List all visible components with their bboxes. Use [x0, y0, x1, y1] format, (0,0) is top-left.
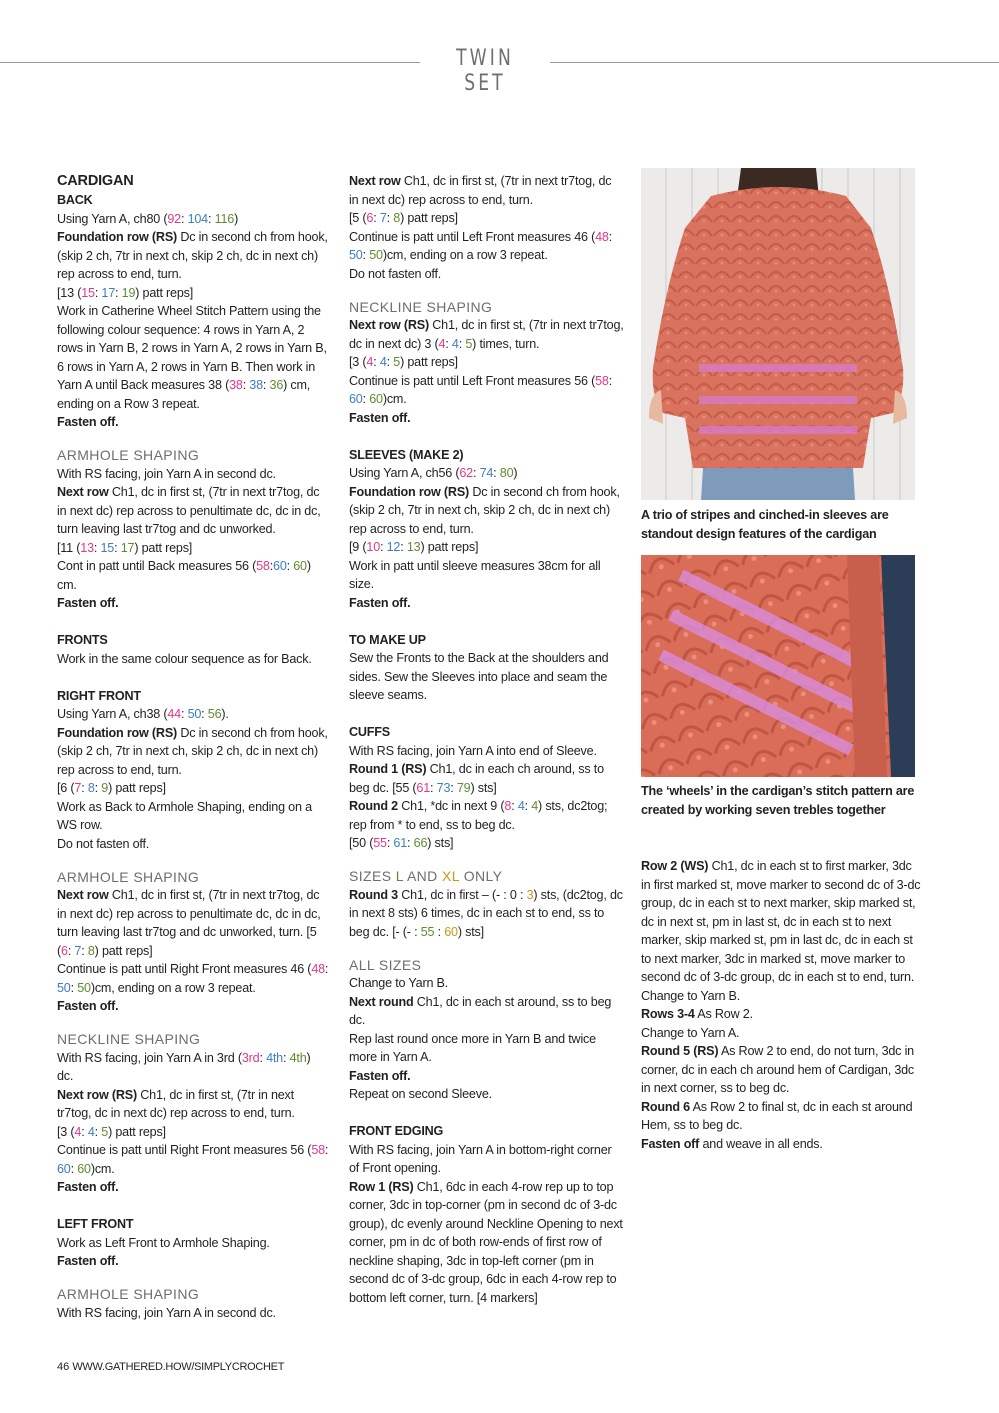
back-fasten-off: Fasten off. — [57, 415, 119, 429]
edging-rows-3-4: Rows 3-4 As Row 2. — [641, 1007, 753, 1021]
rf-neck-reps: [3 (4: 4: 5) patt reps] — [57, 1124, 166, 1139]
sleeves-reps: [9 (10: 12: 13) patt reps] — [349, 540, 479, 554]
photo-caption-1: A trio of stripes and cinched-in sleeves are standout design features of the cardigan — [641, 508, 889, 541]
heading-back: BACK — [57, 193, 93, 207]
all-repeat-round: Rep last round once more in Yarn B and twice more in Yarn A. — [349, 1031, 596, 1064]
heading-right-front: RIGHT FRONT — [57, 688, 141, 703]
heading-cardigan: CARDIGAN — [57, 173, 134, 189]
all-change-yarn: Change to Yarn B. — [349, 976, 449, 990]
back-start: Using Yarn A, ch80 (92: 104: 116) — [57, 211, 239, 226]
front-edging-row-1: Row 1 (RS) Ch1, 6dc in each 4-row rep up to top corner, 3dc in top-corner (pm in second dc of 3-dc group), dc evenly around Neckline Opening to next corner, pm in dc of both row-ends of first row of neckline shaping, 3dc in top-left corner (pm in second dc of 3-dc group, 6dc in each 4-row rep to bottom left corner, turn. [4 markers] — [349, 1179, 623, 1305]
rf-armhole-next: Next row Ch1, dc in first st, (7tr in next tr7tog, dc in next dc) rep across to penultimate dc, dc in dc, turn leaving last tr7tog and dc unworked, turn. [5 (6: 7: 8) patt reps] — [57, 888, 321, 958]
heading-all-sizes: ALL SIZES — [349, 956, 422, 973]
photo-caption-2: The ‘wheels’ in the cardigan’s stitch pattern are created by working seven trebles together — [641, 784, 915, 817]
heading-to-make-up: TO MAKE UP — [349, 632, 426, 647]
footer-url[interactable]: WWW.GATHERED.HOW/SIMPLYCROCHET — [72, 1361, 285, 1373]
cuffs-round-1: Round 1 (RS) Ch1, dc in each ch around, ss to beg dc. [55 (61: 73: 79) sts] — [349, 762, 604, 795]
front-edging-join: With RS facing, join Yarn A in bottom-right corner of Front opening. — [349, 1142, 612, 1175]
lf-neck-next: Next row (RS) Ch1, dc in first st, (7tr in next tr7tog, dc in next dc) 3 (4: 4: 5) times, turn. — [349, 318, 624, 351]
heading-cuffs: CUFFS — [349, 725, 390, 739]
page-number: 46 — [57, 1361, 70, 1373]
header-rule-left — [0, 62, 420, 63]
armhole-next-row: Next row Ch1, dc in first st, (7tr in next tr7tog, dc in next dc) rep across to penultimate dc, dc in dc, turn leaving last tr7tog and dc unworked. — [57, 485, 321, 536]
armhole-continue: Cont in patt until Back measures 56 (58:60: 60) cm. — [57, 559, 311, 592]
cuffs-round-3: Round 3 Ch1, dc in first – (- : 0 : 3) sts, (dc2tog, dc in next 8 sts) 6 times, dc in each st to end, ss to beg dc. [- (- : 55 : 60) sts] — [349, 887, 623, 939]
heading-sizes-l-xl: SIZES L AND XL ONLY — [349, 868, 503, 884]
rf-armhole-continue: Continue is patt until Right Front measures 46 (48: 50: 50)cm, ending on a row 3 repeat. — [57, 962, 329, 995]
lf-reps: [5 (6: 7: 8) patt reps] — [349, 211, 458, 225]
rf-neck-fasten-off: Fasten off. — [57, 1180, 119, 1194]
back-colour-sequence: Work in Catherine Wheel Stitch Pattern using the following colour sequence: 4 rows in Yarn A, 2 rows in Yarn B, 2 rows in Yarn A, 2 rows in Yarn B, 6 rows in Yarn A, 2 rows in Yarn B. Then work in Yarn A until Back measures 38 (38: 38: 36) cm, ending on a Row 3 repeat. — [57, 304, 327, 411]
stitch-detail-illustration — [641, 555, 915, 777]
sleeves-start: Using Yarn A, ch56 (62: 74: 80) — [349, 466, 518, 480]
all-repeat-sleeve: Repeat on second Sleeve. — [349, 1087, 492, 1101]
sleeves-foundation: Foundation row (RS) Dc in second ch from hook, (skip 2 ch, 7tr in next ch, skip 2 ch, dc in next ch) rep across to end, turn. — [349, 484, 620, 536]
heading-left-front: LEFT FRONT — [57, 1217, 134, 1231]
cardigan-back-photo — [641, 168, 915, 500]
all-next-round: Next round Ch1, dc in each st around, ss to beg dc. — [349, 994, 612, 1027]
lf-armhole-join: With RS facing, join Yarn A in second dc. — [57, 1305, 276, 1320]
armhole-join: With RS facing, join Yarn A in second dc. — [57, 466, 276, 481]
left-front-text: Work as Left Front to Armhole Shaping. — [57, 1235, 270, 1250]
right-front-foundation: Foundation row (RS) Dc in second ch from hook, (skip 2 ch, 7tr in next ch, skip 2 ch, dc in next ch) rep across to end, turn. — [57, 725, 328, 777]
heading-front-edging: FRONT EDGING — [349, 1124, 444, 1138]
heading-neckline-shaping-lf: NECKLINE SHAPING — [349, 298, 493, 315]
heading-fronts: FRONTS — [57, 633, 108, 647]
heading-armhole-shaping-rf: ARMHOLE SHAPING — [57, 868, 200, 885]
sleeves-fasten-off: Fasten off. — [349, 595, 411, 610]
right-front-dont-fasten: Do not fasten off. — [57, 836, 150, 851]
lf-neck-reps: [3 (4: 4: 5) patt reps] — [349, 355, 458, 369]
left-front-fasten-off: Fasten off. — [57, 1254, 119, 1268]
rf-neck-join: With RS facing, join Yarn A in 3rd (3rd: 4th: 4th) dc. — [57, 1050, 311, 1083]
page-footer — [57, 1361, 284, 1373]
edging-change-a: Change to Yarn A. — [641, 1025, 740, 1040]
section-title: TWIN SET — [456, 46, 514, 96]
cardigan-back-illustration — [641, 168, 915, 500]
column-2 — [349, 172, 624, 1307]
all-fasten-off: Fasten off. — [349, 1068, 411, 1083]
armhole-reps: [11 (13: 15: 17) patt reps] — [57, 540, 193, 555]
column-3 — [641, 857, 921, 1153]
edging-fasten-off: Fasten off and weave in all ends. — [641, 1136, 823, 1151]
heading-sleeves: SLEEVES (MAKE 2) — [349, 447, 464, 462]
rf-neck-next: Next row (RS) Ch1, dc in first st, (7tr in next tr7tog, dc in next dc) rep across to end, turn. — [57, 1087, 295, 1120]
edging-row-2: Row 2 (WS) Ch1, dc in each st to first marker, 3dc in first marked st, move marker to second dc of 3-dc group, dc in each st to next marker, skip marked st, dc in next st, pm in last st, dc in each st to next marker, skip marked st, pm in last dc, dc in each st to next marker, 3dc in marked st, move marker to second dc of 3-dc group, dc in each st to end, turn. — [641, 859, 921, 984]
lf-neck-fasten-off: Fasten off. — [349, 410, 411, 425]
edging-round-6: Round 6 As Row 2 to final st, dc in each st around Hem, ss to beg dc. — [641, 1099, 913, 1132]
right-front-reps: [6 (7: 8: 9) patt reps] — [57, 781, 166, 795]
cuffs-round-2: Round 2 Ch1, *dc in next 9 (8: 4: 4) sts, dc2tog; rep from * to end, ss to beg dc. — [349, 799, 608, 832]
right-front-work: Work as Back to Armhole Shaping, ending on a WS row. — [57, 799, 312, 832]
back-reps: [13 (15: 17: 19) patt reps] — [57, 285, 194, 300]
stitch-detail-photo — [641, 555, 915, 777]
heading-neckline-shaping-rf: NECKLINE SHAPING — [57, 1031, 201, 1047]
edging-change-b: Change to Yarn B. — [641, 988, 741, 1003]
lf-neck-continue: Continue is patt until Left Front measures 56 (58: 60: 60)cm. — [349, 373, 613, 406]
fronts-text: Work in the same colour sequence as for Back. — [57, 651, 312, 666]
make-up-text: Sew the Fronts to the Back at the shoulders and sides. Sew the Sleeves into place and seam the sleeve seams. — [349, 651, 609, 702]
cuffs-join: With RS facing, join Yarn A into end of Sleeve. — [349, 743, 597, 758]
rf-armhole-fasten-off: Fasten off. — [57, 999, 119, 1013]
armhole-fasten-off: Fasten off. — [57, 596, 119, 610]
column-1 — [57, 172, 329, 1322]
back-foundation-row: Foundation row (RS) Dc in second ch from hook, (skip 2 ch, 7tr in next ch, skip 2 ch, dc in next ch) rep across to end, turn. — [57, 230, 328, 281]
header-rule-right — [550, 62, 999, 63]
edging-round-5: Round 5 (RS) As Row 2 to end, do not turn, 3dc in corner, dc in each ch around hem of Cardigan, 3dc in next corner, ss to beg dc. — [641, 1044, 915, 1095]
right-front-start: Using Yarn A, ch38 (44: 50: 56). — [57, 707, 229, 721]
heading-armhole-shaping-lf: ARMHOLE SHAPING — [57, 1286, 200, 1302]
lf-continue: Continue is patt until Left Front measures 46 (48: 50: 50)cm, ending on a row 3 repeat. — [349, 229, 613, 262]
sleeves-work: Work in patt until sleeve measures 38cm for all size. — [349, 558, 601, 591]
lf-dont-fasten: Do not fasten off. — [349, 266, 442, 281]
cuffs-round-2-result: [50 (55: 61: 66) sts] — [349, 836, 454, 850]
lf-next-row: Next row Ch1, dc in first st, (7tr in next tr7tog, dc in next dc) rep across to end, turn. — [349, 174, 612, 207]
rf-neck-continue: Continue is patt until Right Front measures 56 (58: 60: 60)cm. — [57, 1143, 329, 1176]
heading-armhole-shaping-back: ARMHOLE SHAPING — [57, 447, 200, 463]
